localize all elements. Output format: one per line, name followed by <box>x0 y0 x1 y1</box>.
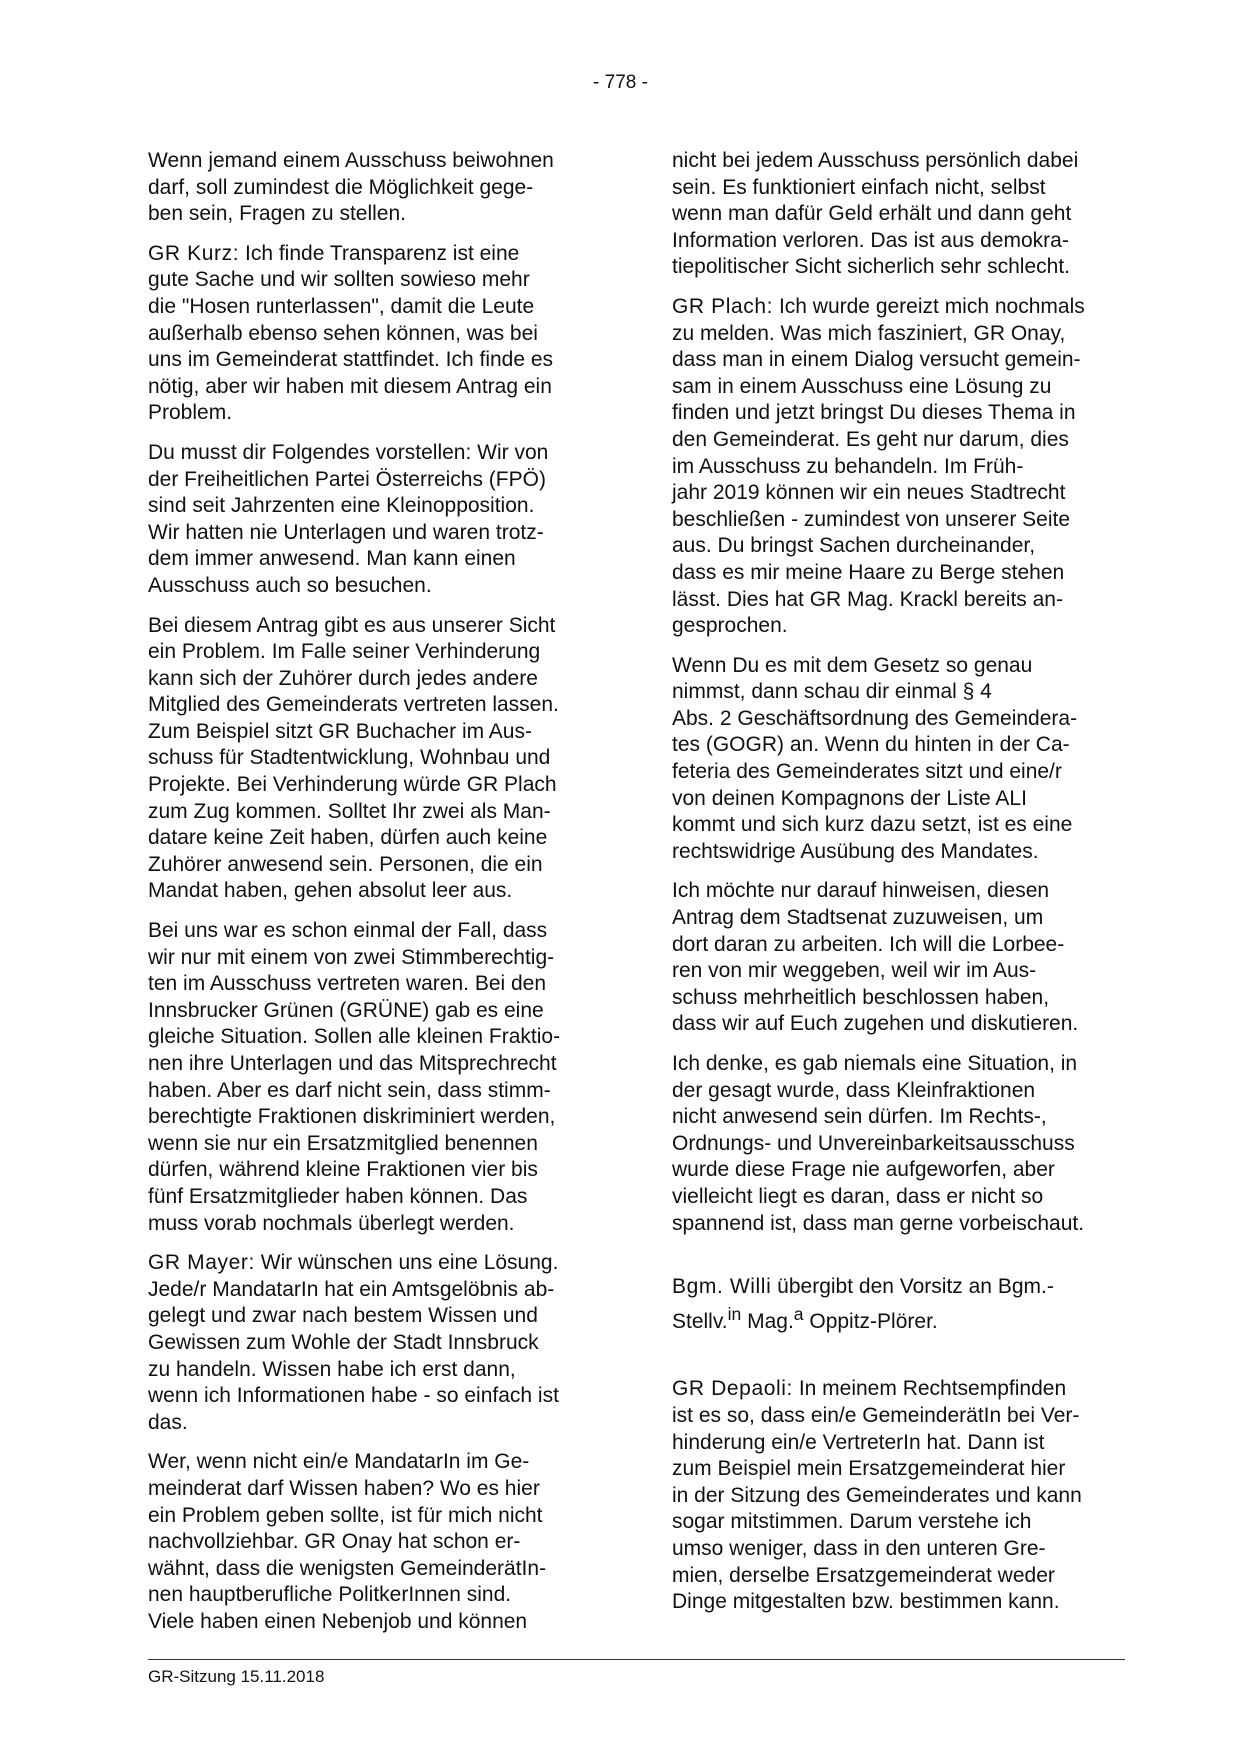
paragraph <box>672 294 1124 640</box>
paragraph-text: Ich finde Transparenz ist eine gute Sache und wir sollten sowieso mehr die "Hosen runterlassen", damit die Leute außerhalb ebenso sehen können, was bei uns im Gemeinderat stattfindet. Ich finde es nötig, aber wir haben mit diesem Antrag ein Problem. <box>148 241 554 425</box>
superscript: in <box>727 1303 742 1324</box>
paragraph <box>148 440 600 600</box>
page-number: - 778 - <box>593 72 648 93</box>
paragraph <box>148 241 600 427</box>
paragraph <box>672 1376 1124 1615</box>
paragraph-text: Ich möchte nur darauf hinweisen, diesen Antrag dem Stadtsenat zuzuweisen, um dort daran zu arbeiten. Ich will die Lorbee- ren von mir weggeben, weil wir im Aus- schuss mehrheitlich beschlossen haben, dass wir auf Euch zugehen und diskutieren. <box>672 879 1079 1036</box>
paragraph-text: Ich denke, es gab niemals eine Situation, in der gesagt wurde, dass Kleinfraktionen nicht anwesend sein dürfen. Im Rechts-, Ordnungs- und Unvereinbarkeitsausschuss wurde diese Frage nie aufgeworfen, aber vielleicht liegt es daran, dass er nicht so spannend ist, dass man gerne vorbeischaut. <box>672 1052 1085 1235</box>
paragraph-text: Wer, wenn nicht ein/e MandatarIn im Ge- meinderat darf Wissen haben? Wo es hier ein Problem geben sollte, ist für mich nicht nachvollziehbar. GR Onay hat schon er- wähnt, dass die wenigsten GemeinderätIn- nen hauptberufliche PolitkerInnen sind. Viele haben einen Nebenjob und können <box>148 1450 547 1633</box>
chair-note <box>672 1274 1124 1335</box>
speaker-name: GR Plach: <box>672 294 774 318</box>
speaker-name: Bgm. Willi <box>672 1275 772 1299</box>
paragraph-text: In meinem Rechtsempfinden ist es so, dass ein/e GemeinderätIn bei Ver- hinderung ein/e VertreterIn hat. Dann ist zum Beispiel mein Ersatzgemeinderat hier in der Sitzung des Gemeinderates und kann sogar mitstimmen. Darum verstehe ich umso weniger, dass in den unteren Gre- mien, derselbe Ersatzgemeinderat weder Dinge mitgestalten bzw. bestimmen kann. <box>672 1377 1082 1614</box>
paragraph-text: Du musst dir Folgendes vorstellen: Wir von der Freiheitlichen Partei Österreichs (FPÖ) sind seit Jahrzenten eine Kleinopposition. Wir hatten nie Unterlagen und waren trotz- dem immer anwesend. Man kann einen Ausschuss auch so besuchen. <box>148 440 549 597</box>
footer-session-date: GR-Sitzung 15.11.2018 <box>148 1667 325 1686</box>
left-column <box>148 148 600 1648</box>
paragraph <box>148 1250 600 1436</box>
paragraph-text: Wir wünschen uns eine Lösung. Jede/r MandatarIn hat ein Amtsgelöbnis ab- gelegt und zwar nach bestem Wissen und Gewissen zum Wohle der Stadt Innsbruck zu handeln. Wissen habe ich erst dann, wenn ich Informationen habe - so einfach ist das. <box>148 1251 559 1434</box>
paragraph <box>148 1449 600 1635</box>
chair-note-text: Oppitz-Plörer. <box>803 1309 938 1333</box>
chair-note-text: übergibt den Vorsitz an Bgm.- Stellv. <box>672 1275 1054 1333</box>
paragraph <box>148 613 600 906</box>
speaker-name: GR Depaoli: <box>672 1377 793 1401</box>
superscript: a <box>793 1303 804 1324</box>
paragraph-text: Wenn jemand einem Ausschuss beiwohnen darf, soll zumindest die Möglichkeit gege- ben sein, Fragen zu stellen. <box>148 149 554 226</box>
paragraph <box>672 653 1124 866</box>
speaker-name: GR Mayer: <box>148 1251 255 1275</box>
right-column <box>672 148 1124 1629</box>
paragraph <box>672 878 1124 1038</box>
paragraph-text: Ich wurde gereizt mich nochmals zu melden. Was mich fasziniert, GR Onay, dass man in einem Dialog versucht gemein- sam in einem Ausschuss eine Lösung zu finden und jetzt bringst Du dieses Thema in den Gemeinderat. Es geht nur darum, dies im Ausschuss zu behandeln. Im Früh- jahr 2019 können wir ein neues Stadtrecht beschließen - zumindest von unserer Seite aus. Du bringst Sachen durcheinander, dass es mir meine Haare zu Berge stehen lässt. Dies hat GR Mag. Krackl bereits an- gesprochen. <box>672 294 1085 638</box>
chair-note-text: Mag. <box>741 1309 794 1333</box>
paragraph-text: nicht bei jedem Ausschuss persönlich dabei sein. Es funktioniert einfach nicht, selbst wenn man dafür Geld erhält und dann geht Information verloren. Das ist aus demokra- tiepolitischer Sicht sicherlich sehr schlecht. <box>672 149 1079 279</box>
paragraph <box>148 148 600 228</box>
paragraph <box>148 918 600 1237</box>
speaker-name: GR Kurz: <box>148 241 240 265</box>
paragraph <box>672 148 1124 281</box>
paragraph <box>672 1051 1124 1237</box>
paragraph-text: Bei uns war es schon einmal der Fall, dass wir nur mit einem von zwei Stimmberechtig- ten im Ausschuss vertreten waren. Bei den Innsbrucker Grünen (GRÜNE) gab es eine gleiche Situation. Sollen alle kleinen Fraktio- nen ihre Unterlagen und das Mitsprechrecht haben. Aber es darf nicht sein, dass stimm- berechtigte Fraktionen diskriminiert werden, wenn sie nur ein Ersatzmitglied benennen dürfen, während kleine Fraktionen vier bis fünf Ersatzmitglieder haben können. Das muss vorab nochmals überlegt werden. <box>148 919 561 1235</box>
paragraph-text: Bei diesem Antrag gibt es aus unserer Sicht ein Problem. Im Falle seiner Verhinderung kann sich der Zuhörer durch jedes andere Mitglied des Gemeinderats vertreten lassen. Zum Beispiel sitzt GR Buchacher im Aus- schuss für Stadtentwicklung, Wohnbau und Projekte. Bei Verhinderung würde GR Plach zum Zug kommen. Solltet Ihr zwei als Man- datare keine Zeit haben, dürfen auch keine Zuhörer anwesend sein. Personen, die ein Mandat haben, gehen absolut leer aus. <box>148 613 559 903</box>
paragraph-text: Wenn Du es mit dem Gesetz so genau nimmst, dann schau dir einmal § 4 Abs. 2 Geschäftsordnung des Gemeindera- tes (GOGR) an. Wenn du hinten in der Ca- feteria des Gemeinderates sitzt und eine/r von deinen Kompagnons der Liste ALI kommt und sich kurz dazu setzt, ist es eine rechtswidrige Ausübung des Mandates. <box>672 653 1078 863</box>
footer-divider <box>148 1659 1125 1660</box>
